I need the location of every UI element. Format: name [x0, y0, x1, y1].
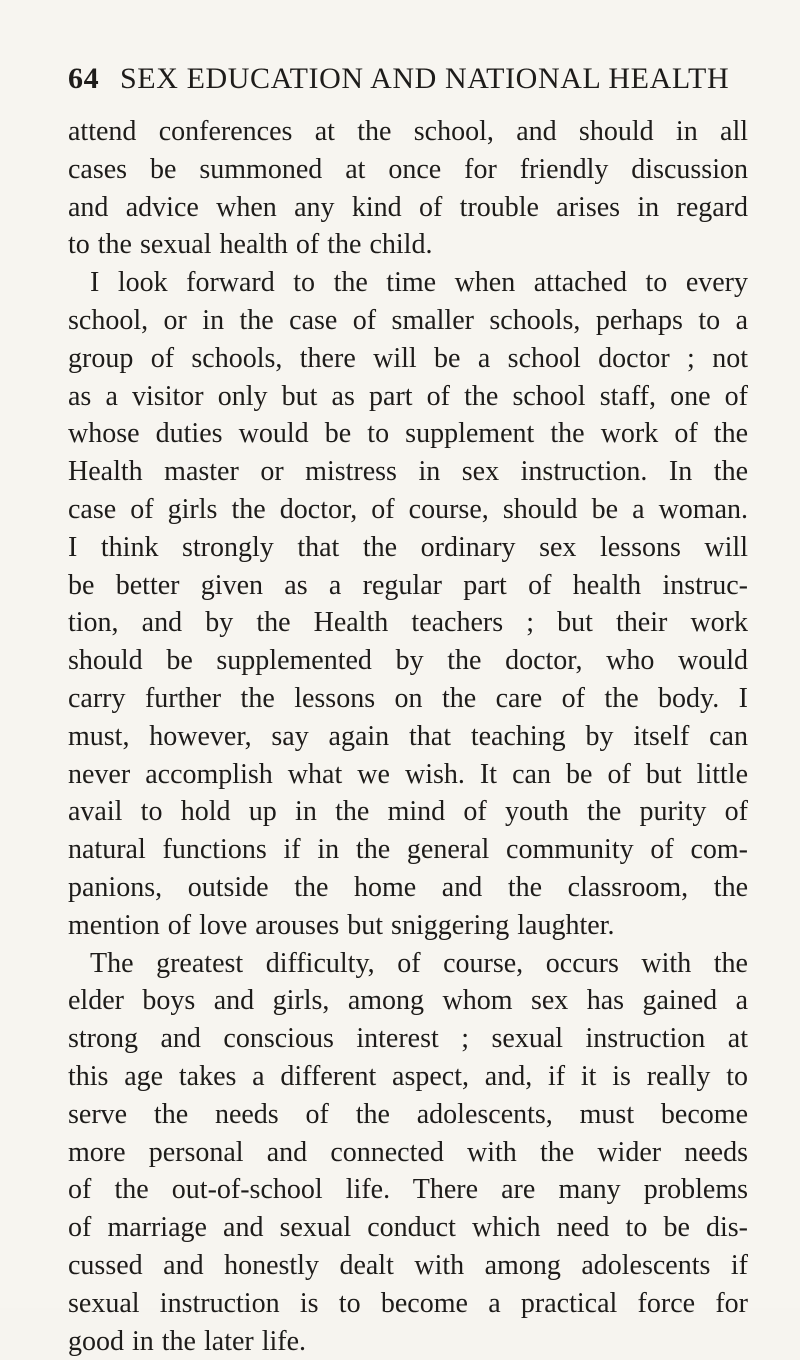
text-line: whose duties would be to supplement the work of the: [68, 415, 748, 453]
text-line: group of schools, there will be a school doctor ; not: [68, 340, 748, 378]
text-line: cases be summoned at once for friendly discussion: [68, 151, 748, 189]
text-line: cussed and honestly dealt with among adolescents if: [68, 1247, 748, 1285]
text-line: natural functions if in the general community of com-: [68, 831, 748, 869]
text-line: sexual instruction is to become a practical force for: [68, 1285, 748, 1323]
text-line: must, however, say again that teaching by itself can: [68, 718, 748, 756]
text-line: of the out-of-school life. There are many problems: [68, 1171, 748, 1209]
text-line: and advice when any kind of trouble arises in regard: [68, 189, 748, 227]
text-line: Health master or mistress in sex instruction. In the: [68, 453, 748, 491]
text-line: to the sexual health of the child.: [68, 226, 748, 264]
text-line: tion, and by the Health teachers ; but their work: [68, 604, 748, 642]
text-line: panions, outside the home and the classroom, the: [68, 869, 748, 907]
text-line: school, or in the case of smaller schools, perhaps to a: [68, 302, 748, 340]
text-line: I think strongly that the ordinary sex lessons will: [68, 529, 748, 567]
text-line: serve the needs of the adolescents, must become: [68, 1096, 748, 1134]
text-line: mention of love arouses but sniggering laughter.: [68, 907, 748, 945]
text-line: good in the later life.: [68, 1323, 748, 1360]
text-line: case of girls the doctor, of course, should be a woman.: [68, 491, 748, 529]
text-line: I look forward to the time when attached to every: [68, 264, 748, 302]
text-line: strong and conscious interest ; sexual instruction at: [68, 1020, 748, 1058]
text-line: elder boys and girls, among whom sex has gained a: [68, 982, 748, 1020]
text-line: carry further the lessons on the care of the body. I: [68, 680, 748, 718]
text-line: attend conferences at the school, and should in all: [68, 113, 748, 151]
text-line: avail to hold up in the mind of youth the purity of: [68, 793, 748, 831]
body-text: [68, 113, 748, 1360]
text-line: as a visitor only but as part of the school staff, one of: [68, 378, 748, 416]
text-line: this age takes a different aspect, and, if it is really to: [68, 1058, 748, 1096]
text-line: more personal and connected with the wider needs: [68, 1134, 748, 1172]
text-line: The greatest difficulty, of course, occurs with the: [68, 945, 748, 983]
text-line: should be supplemented by the doctor, who would: [68, 642, 748, 680]
text-line: of marriage and sexual conduct which need to be dis-: [68, 1209, 748, 1247]
page-number: 64: [68, 58, 110, 100]
running-title: SEX EDUCATION AND NATIONAL HEALTH: [120, 58, 729, 100]
text-line: be better given as a regular part of health instruc-: [68, 567, 748, 605]
running-header: [68, 58, 738, 100]
text-line: never accomplish what we wish. It can be of but little: [68, 756, 748, 794]
